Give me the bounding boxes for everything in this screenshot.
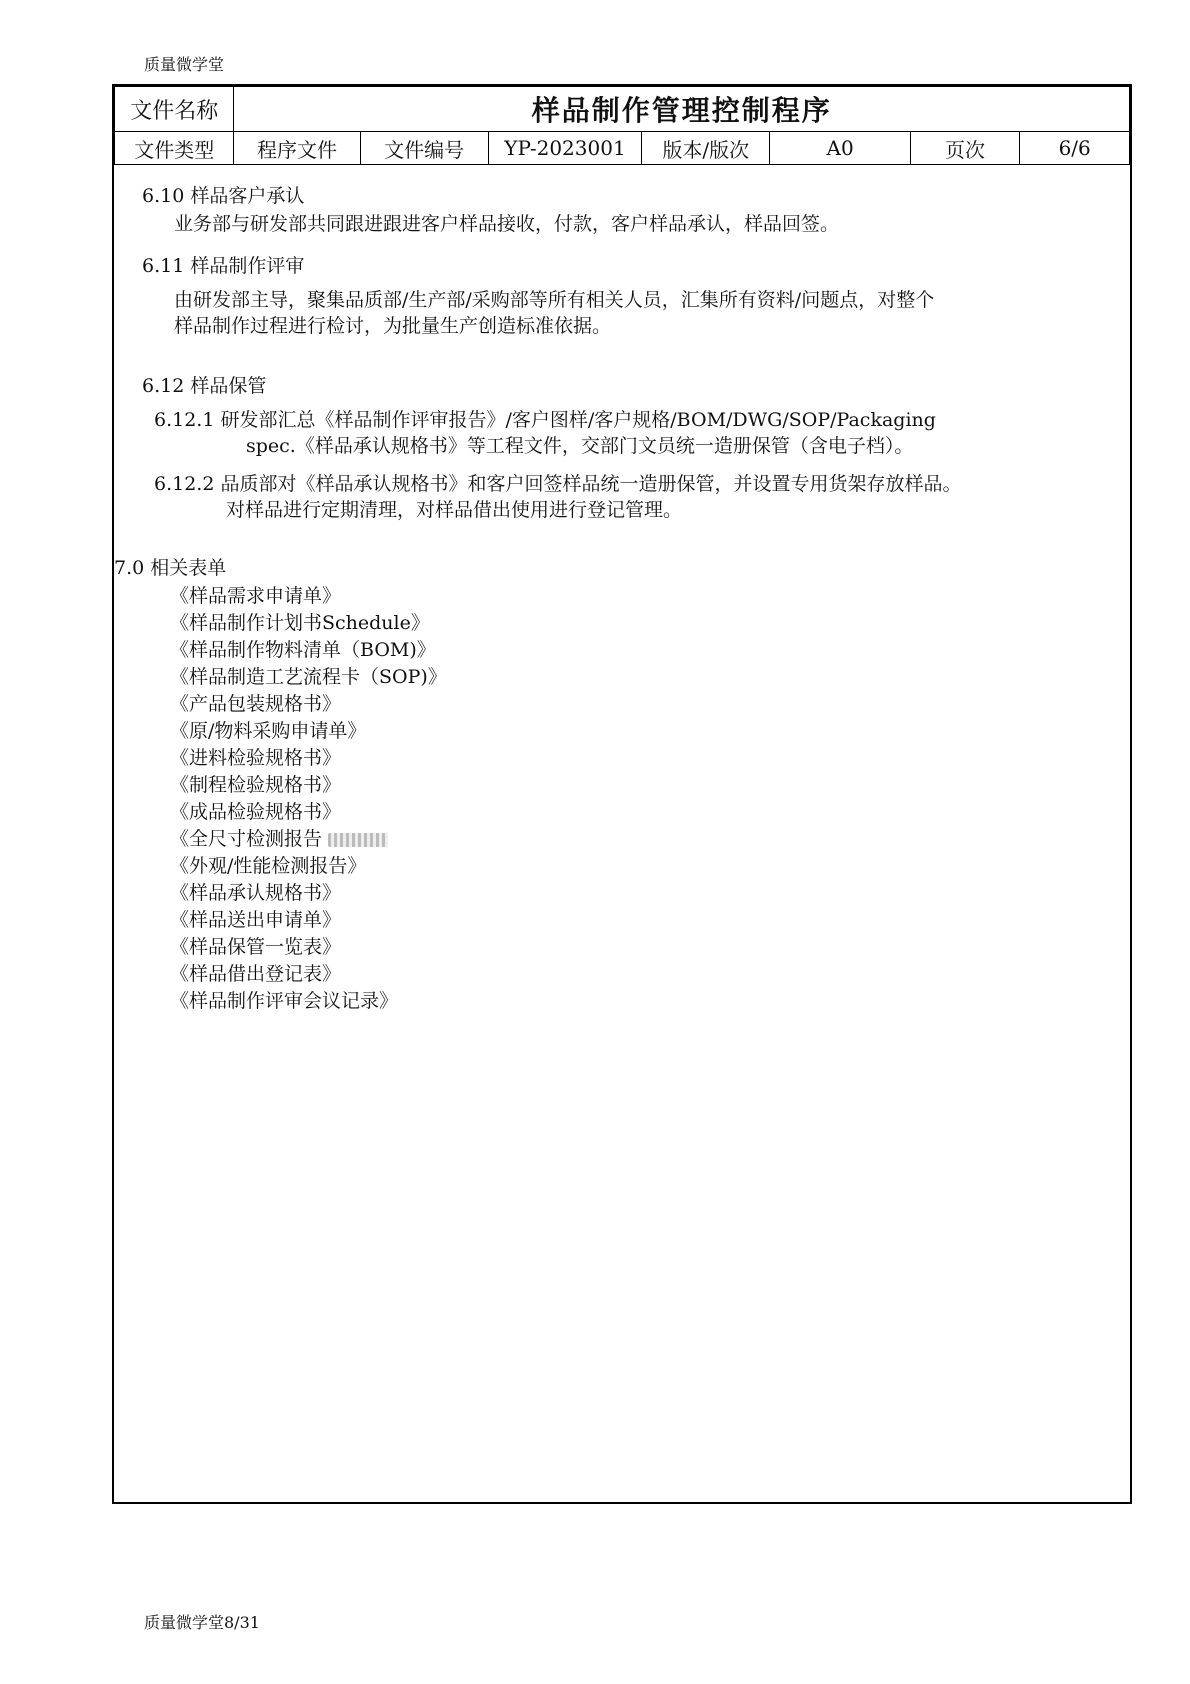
form-list-item: 《产品包装规格书》	[170, 693, 342, 715]
document-header-table	[114, 86, 1130, 165]
section-6-11-title: 6.11 样品制作评审	[142, 255, 305, 277]
version-value: A0	[770, 132, 910, 165]
redaction-mark	[328, 833, 388, 847]
file-number-value: YP-2023001	[488, 132, 641, 165]
section-6-10-text: 业务部与研发部共同跟进跟进客户样品接收，付款，客户样品承认，样品回签。	[174, 213, 840, 235]
section-6-12-1-line-1: 6.12.1 研发部汇总《样品制作评审报告》/客户图样/客户规格/BOM/DWG/SOP/Packaging	[154, 409, 936, 431]
form-list-item: 《样品制作计划书Schedule》	[170, 612, 430, 634]
file-type-value: 程序文件	[234, 132, 360, 165]
form-list-item: 《原/物料采购申请单》	[170, 720, 367, 742]
form-list-item: 《外观/性能检测报告》	[170, 855, 367, 877]
document-title: 样品制作管理控制程序	[234, 87, 1130, 132]
form-list-item: 《样品制作评审会议记录》	[170, 990, 399, 1012]
form-list-item-text: 《全尺寸检测报告	[170, 828, 323, 850]
section-6-12-1-line-2: spec.《样品承认规格书》等工程文件，交部门文员统一造册保管（含电子档）。	[246, 435, 914, 457]
form-list-item: 《样品承认规格书》	[170, 882, 342, 904]
form-list-item: 《样品送出申请单》	[170, 909, 342, 931]
version-label: 版本/版次	[642, 132, 770, 165]
section-6-12-2-line-2: 对样品进行定期清理，对样品借出使用进行登记管理。	[226, 499, 683, 521]
form-list-item: 《进料检验规格书》	[170, 747, 342, 769]
form-list-item: 《制程检验规格书》	[170, 774, 342, 796]
section-6-10-title: 6.10 样品客户承认	[142, 185, 305, 207]
page-value: 6/6	[1020, 132, 1130, 165]
form-list-item: 《样品保管一览表》	[170, 936, 342, 958]
section-6-11-text-1: 由研发部主导，聚集品质部/生产部/采购部等所有相关人员，汇集所有资料/问题点，对整个	[174, 289, 935, 311]
form-list-item: 《样品制造工艺流程卡（SOP)》	[170, 666, 447, 688]
form-list-item: 《样品借出登记表》	[170, 963, 342, 985]
section-6-12-2-line-1: 6.12.2 品质部对《样品承认规格书》和客户回签样品统一造册保管，并设置专用货架存放样品。	[154, 473, 962, 495]
top-watermark-label: 质量微学堂	[144, 55, 225, 74]
file-name-label: 文件名称	[115, 87, 234, 132]
form-list-item: 《样品制作物料清单（BOM)》	[170, 639, 436, 661]
document-frame	[112, 84, 1132, 1504]
section-7-0-title: 7.0 相关表单	[114, 557, 227, 579]
footer-label: 质量微学堂8/31	[144, 1613, 260, 1632]
file-type-label: 文件类型	[115, 132, 234, 165]
file-number-label: 文件编号	[360, 132, 488, 165]
section-6-12-title: 6.12 样品保管	[142, 375, 267, 397]
form-list-item-redacted	[170, 825, 388, 853]
section-6-11-text-2: 样品制作过程进行检讨，为批量生产创造标准依据。	[174, 315, 612, 337]
form-list-item: 《成品检验规格书》	[170, 801, 342, 823]
page-label: 页次	[910, 132, 1020, 165]
form-list-item: 《样品需求申请单》	[170, 585, 342, 607]
